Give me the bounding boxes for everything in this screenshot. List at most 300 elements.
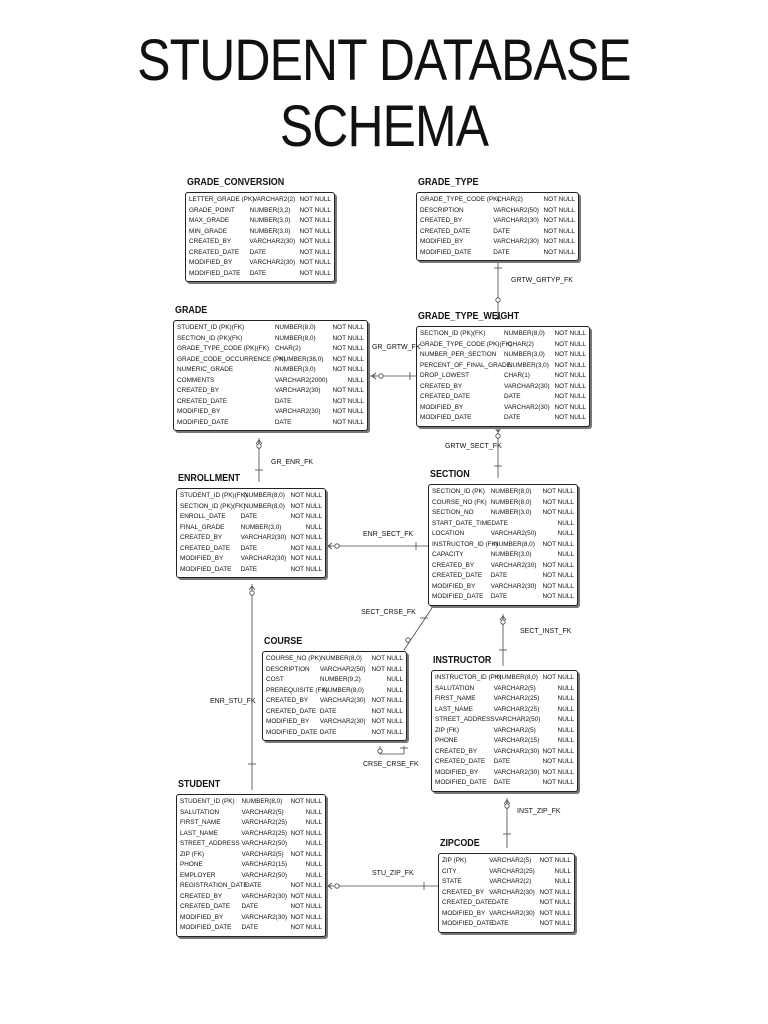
optional-circle-marker bbox=[378, 749, 382, 753]
column-name: CREATED_DATE bbox=[189, 248, 240, 256]
column-name: NUMERIC_GRADE bbox=[177, 366, 234, 373]
column-nullability: NOT NULL bbox=[554, 393, 586, 400]
column-row bbox=[420, 413, 586, 424]
crows-foot-marker bbox=[328, 546, 332, 549]
column-type: DATE bbox=[240, 544, 258, 552]
column-name: MODIFIED_BY bbox=[432, 582, 476, 590]
column-name: CREATED_DATE bbox=[420, 227, 471, 235]
column-name: CREATED_DATE bbox=[266, 707, 317, 715]
column-row bbox=[177, 344, 364, 355]
column-nullability: NULL bbox=[557, 695, 574, 702]
column-type: CHAR(2) bbox=[497, 196, 523, 203]
column-type: VARCHAR2(5) bbox=[493, 726, 536, 734]
entity-section bbox=[428, 468, 578, 606]
column-type: VARCHAR2(30) bbox=[493, 747, 540, 755]
column-row bbox=[177, 397, 364, 408]
column-row bbox=[420, 403, 586, 414]
column-type: VARCHAR2(2000) bbox=[274, 376, 328, 384]
column-type: VARCHAR2(30) bbox=[503, 382, 550, 390]
column-row bbox=[177, 355, 364, 366]
column-name: CREATED_BY bbox=[180, 534, 223, 541]
column-type: DATE bbox=[249, 248, 267, 256]
column-nullability: NOT NULL bbox=[542, 540, 574, 548]
page-title: STUDENT DATABASE SCHEMA bbox=[137, 28, 631, 159]
column-name: GRADE_POINT bbox=[189, 206, 235, 214]
column-nullability: NOT NULL bbox=[542, 582, 574, 590]
column-type: VARCHAR2(30) bbox=[241, 913, 288, 921]
column-nullability: NOT NULL bbox=[554, 351, 586, 358]
column-nullability: NOT NULL bbox=[290, 502, 322, 510]
column-name: FIRST_NAME bbox=[435, 695, 476, 702]
column-name: CREATED_BY bbox=[432, 561, 475, 569]
column-name: COURSE_NO (FK) bbox=[432, 498, 487, 506]
column-row bbox=[420, 382, 586, 393]
column-nullability: NOT NULL bbox=[299, 238, 331, 245]
column-nullability: NULL bbox=[557, 530, 574, 537]
column-name: REGISTRATION_DATE bbox=[180, 882, 248, 889]
column-name: CREATED_BY bbox=[180, 892, 223, 900]
column-row bbox=[420, 329, 586, 340]
column-name: CREATED_DATE bbox=[432, 572, 483, 579]
column-row bbox=[180, 565, 322, 576]
column-row bbox=[432, 571, 574, 582]
column-name: ENROLL_DATE bbox=[180, 513, 226, 520]
column-name: EMPLOYER bbox=[180, 871, 216, 879]
entity-name: ZIPCODE bbox=[440, 837, 480, 849]
crows-foot-marker bbox=[249, 586, 252, 590]
column-type: DATE bbox=[240, 513, 258, 520]
column-nullability: NULL bbox=[386, 686, 403, 694]
column-type: NUMBER(3,2) bbox=[249, 206, 291, 214]
column-nullability: NOT NULL bbox=[371, 655, 403, 662]
column-type: NUMBER(8,0) bbox=[494, 540, 535, 548]
column-nullability: NOT NULL bbox=[290, 913, 322, 921]
column-nullability: NOT NULL bbox=[290, 924, 322, 931]
crows-foot-marker bbox=[328, 886, 332, 889]
column-name: MODIFIED_DATE bbox=[266, 728, 318, 736]
entity-table bbox=[185, 192, 335, 282]
column-row bbox=[266, 686, 403, 697]
column-name: PERCENT_OF_FINAL_GRADE bbox=[420, 361, 511, 369]
column-type: DATE bbox=[491, 519, 508, 527]
crows-foot-marker bbox=[504, 800, 507, 804]
column-type: VARCHAR2(50) bbox=[241, 871, 288, 879]
column-row bbox=[189, 237, 331, 248]
column-row bbox=[432, 561, 574, 572]
column-row bbox=[420, 195, 575, 206]
column-row bbox=[180, 797, 322, 808]
entity-course bbox=[262, 635, 407, 741]
column-name: GRADE_TYPE_CODE (PK) bbox=[420, 196, 500, 203]
column-row bbox=[432, 529, 574, 540]
column-name: MODIFIED_BY bbox=[180, 913, 224, 921]
column-nullability: NOT NULL bbox=[290, 850, 322, 858]
column-type: CHAR(1) bbox=[503, 372, 530, 379]
column-nullability: NOT NULL bbox=[290, 544, 323, 552]
optional-circle-marker bbox=[496, 434, 500, 438]
column-nullability: NULL bbox=[305, 871, 322, 879]
column-row bbox=[180, 913, 322, 924]
column-name: STREET_ADDRESS bbox=[180, 840, 240, 847]
column-row bbox=[432, 498, 574, 509]
column-row bbox=[420, 237, 575, 248]
column-nullability: NOT NULL bbox=[290, 882, 322, 889]
column-row bbox=[177, 386, 364, 397]
column-nullability: NOT NULL bbox=[332, 397, 364, 405]
column-nullability: NULL bbox=[557, 519, 574, 527]
crows-foot-marker bbox=[256, 440, 259, 444]
column-type: NUMBER(8,0) bbox=[244, 502, 285, 510]
column-nullability: NOT NULL bbox=[371, 665, 403, 673]
column-type: NUMBER(8,0) bbox=[490, 488, 532, 495]
column-type: VARCHAR2(50) bbox=[490, 530, 537, 537]
column-name: DESCRIPTION bbox=[420, 206, 464, 214]
column-row bbox=[180, 808, 322, 819]
column-row bbox=[432, 550, 574, 561]
column-row bbox=[189, 195, 331, 206]
column-row bbox=[180, 818, 322, 829]
relationship-label-inst-zip-fk: INST_ZIP_FK bbox=[517, 808, 561, 815]
column-type: DATE bbox=[274, 397, 292, 405]
entity-table bbox=[173, 320, 368, 431]
column-nullability: NOT NULL bbox=[371, 707, 403, 715]
column-type: VARCHAR2(30) bbox=[241, 892, 288, 900]
column-type: VARCHAR2(30) bbox=[240, 534, 287, 541]
column-row bbox=[420, 350, 586, 361]
column-nullability: NOT NULL bbox=[542, 674, 574, 681]
column-row bbox=[266, 665, 403, 676]
column-type: VARCHAR2(30) bbox=[274, 387, 321, 394]
column-type: NUMBER(8,0) bbox=[490, 498, 532, 506]
column-nullability: NOT NULL bbox=[290, 534, 323, 541]
column-nullability: NOT NULL bbox=[543, 238, 575, 245]
column-row bbox=[180, 491, 322, 502]
column-nullability: NOT NULL bbox=[290, 555, 323, 562]
crows-foot-marker bbox=[372, 376, 376, 379]
column-type: NUMBER(8,0) bbox=[323, 686, 364, 694]
relationship-label-crse-crse-fk: CRSE_CRSE_FK bbox=[363, 761, 419, 768]
column-row bbox=[432, 592, 574, 603]
column-type: VARCHAR2(50) bbox=[319, 665, 366, 673]
column-name: GRADE_TYPE_CODE (PK)(FK) bbox=[177, 345, 269, 352]
relationship-label-gr-grtw-fk: GR_GRTW_FK bbox=[372, 344, 421, 351]
column-nullability: NOT NULL bbox=[554, 414, 586, 421]
optional-circle-marker bbox=[335, 884, 339, 888]
column-row bbox=[266, 654, 403, 665]
column-nullability: NOT NULL bbox=[332, 366, 364, 373]
column-row bbox=[177, 365, 364, 376]
column-type: DATE bbox=[490, 593, 508, 600]
column-name: CREATED_DATE bbox=[180, 903, 231, 910]
column-nullability: NOT NULL bbox=[332, 418, 364, 426]
column-type: VARCHAR2(30) bbox=[493, 217, 539, 224]
column-row bbox=[435, 684, 574, 695]
column-type: NUMBER(9,2) bbox=[319, 676, 361, 683]
column-name: INSTRUCTOR_ID (PK) bbox=[435, 674, 502, 681]
column-type: VARCHAR2(25) bbox=[241, 829, 288, 837]
column-type: VARCHAR2(2) bbox=[489, 878, 532, 885]
column-name: SECTION_ID (PK)(FK) bbox=[420, 330, 486, 337]
column-name: CREATED_DATE bbox=[442, 899, 493, 906]
column-name: MODIFIED_DATE bbox=[435, 779, 487, 786]
column-name: LETTER_GRADE (PK) bbox=[189, 196, 255, 203]
column-name: SECTION_ID (PK)(FK) bbox=[180, 502, 246, 510]
column-nullability: NULL bbox=[305, 523, 323, 531]
column-name: SALUTATION bbox=[435, 684, 475, 692]
column-nullability: NOT NULL bbox=[539, 857, 571, 864]
column-type: NUMBER(3,0) bbox=[490, 551, 532, 558]
column-name: MODIFIED_BY bbox=[435, 768, 479, 776]
column-row bbox=[266, 696, 403, 707]
crows-foot-marker bbox=[503, 616, 506, 620]
column-name: MODIFIED_BY bbox=[266, 718, 310, 725]
column-type: NUMBER(8,0) bbox=[274, 324, 316, 331]
column-type: CHAR(2) bbox=[508, 340, 534, 348]
entity-table bbox=[428, 484, 578, 606]
column-name: STUDENT_ID (PK) bbox=[180, 798, 235, 805]
column-type: DATE bbox=[503, 393, 521, 400]
entity-name: GRADE_TYPE bbox=[418, 176, 479, 188]
relationship-label-grtw-grtyp-fk: GRTW_GRTYP_FK bbox=[511, 277, 573, 284]
column-nullability: NOT NULL bbox=[332, 387, 364, 394]
column-row bbox=[442, 898, 571, 909]
column-nullability: NOT NULL bbox=[290, 829, 322, 837]
column-row bbox=[435, 768, 574, 779]
column-nullability: NOT NULL bbox=[543, 227, 575, 235]
column-nullability: NULL bbox=[557, 716, 574, 723]
entity-name: STUDENT bbox=[178, 778, 221, 790]
column-nullability: NOT NULL bbox=[542, 779, 574, 786]
optional-circle-marker bbox=[250, 591, 254, 595]
column-type: NUMBER(3,0) bbox=[249, 217, 291, 224]
column-row bbox=[180, 544, 322, 555]
column-nullability: NOT NULL bbox=[554, 372, 586, 379]
column-nullability: NULL bbox=[347, 376, 364, 384]
column-name: CREATED_BY bbox=[189, 238, 232, 245]
column-nullability: NULL bbox=[557, 705, 574, 713]
column-type: VARCHAR2(50) bbox=[241, 840, 288, 847]
column-name: MODIFIED_BY bbox=[180, 555, 224, 562]
column-name: CREATED_BY bbox=[420, 217, 463, 224]
entity-grade-type bbox=[416, 176, 579, 261]
column-type: VARCHAR2(30) bbox=[489, 888, 535, 896]
column-nullability: NOT NULL bbox=[290, 492, 322, 499]
column-row bbox=[432, 487, 574, 498]
entity-table bbox=[431, 670, 578, 792]
column-nullability: NOT NULL bbox=[299, 248, 331, 256]
column-nullability: NOT NULL bbox=[290, 513, 323, 520]
column-type: NUMBER(8,0) bbox=[244, 492, 285, 499]
column-name: CREATED_BY bbox=[420, 382, 463, 390]
column-nullability: NOT NULL bbox=[299, 206, 331, 214]
column-nullability: NULL bbox=[305, 861, 322, 868]
column-name: MAX_GRADE bbox=[189, 217, 230, 224]
column-nullability: NULL bbox=[305, 840, 322, 847]
column-name: CREATED_DATE bbox=[180, 544, 231, 552]
column-type: VARCHAR2(30) bbox=[503, 403, 550, 411]
column-row bbox=[180, 829, 322, 840]
column-nullability: NOT NULL bbox=[371, 718, 403, 725]
column-nullability: NOT NULL bbox=[371, 697, 403, 704]
column-name: DROP_LOWEST bbox=[420, 372, 470, 379]
column-type: VARCHAR2(30) bbox=[249, 238, 296, 245]
column-row bbox=[189, 227, 331, 238]
column-row bbox=[420, 392, 586, 403]
optional-circle-marker bbox=[335, 544, 339, 548]
column-name: LOCATION bbox=[432, 530, 465, 537]
column-row bbox=[420, 340, 586, 351]
entity-grade bbox=[173, 304, 368, 431]
column-name: PHONE bbox=[435, 737, 458, 744]
column-type: NUMBER(3,0) bbox=[503, 351, 545, 358]
entity-enrollment bbox=[176, 472, 326, 578]
column-row bbox=[435, 694, 574, 705]
column-name: COMMENTS bbox=[177, 376, 215, 384]
entity-name: GRADE bbox=[175, 304, 208, 316]
column-name: SECTION_NO bbox=[432, 509, 474, 516]
column-row bbox=[432, 508, 574, 519]
column-name: ZIP (PK) bbox=[442, 857, 467, 864]
column-type: VARCHAR2(30) bbox=[249, 259, 296, 266]
entity-table bbox=[176, 794, 326, 937]
crows-foot-marker bbox=[507, 800, 510, 804]
column-nullability: NOT NULL bbox=[332, 334, 364, 342]
column-nullability: NULL bbox=[557, 726, 574, 734]
entity-student bbox=[176, 778, 326, 937]
column-name: LAST_NAME bbox=[180, 829, 219, 837]
column-nullability: NOT NULL bbox=[539, 888, 571, 896]
column-row bbox=[180, 523, 322, 534]
column-row bbox=[177, 418, 364, 429]
column-type: NUMBER(8,0) bbox=[503, 330, 545, 337]
column-row bbox=[180, 871, 322, 882]
column-name: MODIFIED_BY bbox=[189, 259, 233, 266]
column-type: NUMBER(8,0) bbox=[241, 798, 283, 805]
column-name: CREATED_BY bbox=[435, 747, 478, 755]
column-row bbox=[442, 919, 571, 930]
column-name: CREATED_BY bbox=[442, 888, 485, 896]
column-type: DATE bbox=[492, 899, 509, 906]
column-name: PREREQUISITE (FK) bbox=[266, 686, 328, 694]
entity-instructor bbox=[431, 654, 578, 792]
column-row bbox=[442, 888, 571, 899]
relationship-label-enr-stu-fk: ENR_STU_FK bbox=[210, 698, 256, 705]
column-nullability: NOT NULL bbox=[299, 259, 331, 266]
optional-circle-marker bbox=[406, 638, 410, 642]
column-type: DATE bbox=[490, 572, 508, 579]
column-type: VARCHAR2(30) bbox=[274, 408, 321, 415]
column-nullability: NOT NULL bbox=[332, 345, 364, 352]
column-nullability: NOT NULL bbox=[543, 206, 575, 214]
entity-name: COURSE bbox=[264, 635, 303, 647]
column-type: VARCHAR2(25) bbox=[241, 819, 288, 826]
column-type: DATE bbox=[492, 920, 509, 927]
column-row bbox=[177, 376, 364, 387]
optional-circle-marker bbox=[505, 804, 509, 808]
column-type: NUMBER(8,0) bbox=[497, 674, 538, 681]
column-type: VARCHAR2(30) bbox=[319, 697, 366, 704]
column-type: VARCHAR2(5) bbox=[493, 684, 536, 692]
column-nullability: NULL bbox=[557, 684, 574, 692]
column-name: STATE bbox=[442, 878, 462, 885]
column-name: STUDENT_ID (PK)(FK) bbox=[180, 492, 248, 499]
column-type: DATE bbox=[493, 779, 511, 786]
entity-name: SECTION bbox=[430, 468, 470, 480]
column-nullability: NOT NULL bbox=[332, 324, 364, 331]
entity-table bbox=[416, 326, 590, 427]
column-row bbox=[180, 850, 322, 861]
column-row bbox=[180, 502, 322, 513]
column-row bbox=[420, 371, 586, 382]
column-row bbox=[177, 334, 364, 345]
column-row bbox=[435, 778, 574, 789]
column-type: VARCHAR2(30) bbox=[490, 561, 537, 569]
column-row bbox=[420, 206, 575, 217]
column-row bbox=[266, 707, 403, 718]
column-name: START_DATE_TIME bbox=[432, 519, 492, 527]
column-nullability: NOT NULL bbox=[299, 269, 331, 277]
column-name: GRADE_CODE_OCCURRENCE (PK) bbox=[177, 355, 286, 363]
column-name: PHONE bbox=[180, 861, 203, 868]
column-type: NUMBER(3,0) bbox=[240, 523, 282, 531]
column-type: DATE bbox=[241, 903, 259, 910]
column-name: CITY bbox=[442, 867, 457, 875]
column-nullability: NOT NULL bbox=[542, 509, 574, 516]
column-name: NUMBER_PER_SECTION bbox=[420, 351, 497, 358]
column-type: DATE bbox=[493, 227, 510, 235]
relationship-label-sect-crse-fk: SECT_CRSE_FK bbox=[361, 609, 416, 616]
column-type: VARCHAR2(25) bbox=[493, 695, 540, 702]
column-name: CREATED_BY bbox=[266, 697, 309, 704]
entity-zipcode bbox=[438, 837, 575, 933]
column-nullability: NOT NULL bbox=[543, 248, 575, 256]
column-row bbox=[442, 867, 571, 878]
column-name: STUDENT_ID (PK)(FK) bbox=[177, 324, 245, 331]
column-row bbox=[435, 673, 574, 684]
column-name: MODIFIED_DATE bbox=[180, 565, 232, 573]
column-name: MODIFIED_DATE bbox=[189, 269, 241, 277]
column-name: GRADE_TYPE_CODE (PK)(FK) bbox=[420, 340, 512, 348]
column-type: CHAR(2) bbox=[274, 345, 301, 352]
column-nullability: NOT NULL bbox=[543, 217, 575, 224]
column-nullability: NULL bbox=[305, 808, 322, 816]
entity-grade-type-weight bbox=[416, 310, 590, 427]
column-type: DATE bbox=[274, 418, 292, 426]
column-row bbox=[266, 728, 403, 739]
column-name: ZIP (FK) bbox=[180, 850, 205, 858]
crows-foot-marker bbox=[498, 428, 501, 432]
column-nullability: NOT NULL bbox=[539, 920, 571, 927]
column-type: VARCHAR2(25) bbox=[493, 705, 540, 713]
crows-foot-marker bbox=[328, 883, 332, 886]
column-nullability: NULL bbox=[557, 737, 574, 744]
column-type: NUMBER(3,0) bbox=[490, 509, 532, 516]
column-name: MODIFIED_BY bbox=[420, 403, 464, 411]
column-row bbox=[442, 877, 571, 888]
column-name: MODIFIED_DATE bbox=[420, 414, 472, 421]
column-nullability: NOT NULL bbox=[543, 196, 575, 203]
column-nullability: NOT NULL bbox=[290, 798, 322, 805]
crows-foot-marker bbox=[495, 428, 498, 432]
optional-circle-marker bbox=[257, 444, 261, 448]
entity-table bbox=[262, 651, 407, 741]
column-type: VARCHAR2(30) bbox=[240, 555, 287, 562]
column-name: MODIFIED_DATE bbox=[177, 418, 229, 426]
column-row bbox=[180, 923, 322, 934]
column-nullability: NOT NULL bbox=[299, 217, 331, 224]
column-nullability: NOT NULL bbox=[542, 488, 574, 495]
relationship-label-stu-zip-fk: STU_ZIP_FK bbox=[372, 870, 414, 877]
